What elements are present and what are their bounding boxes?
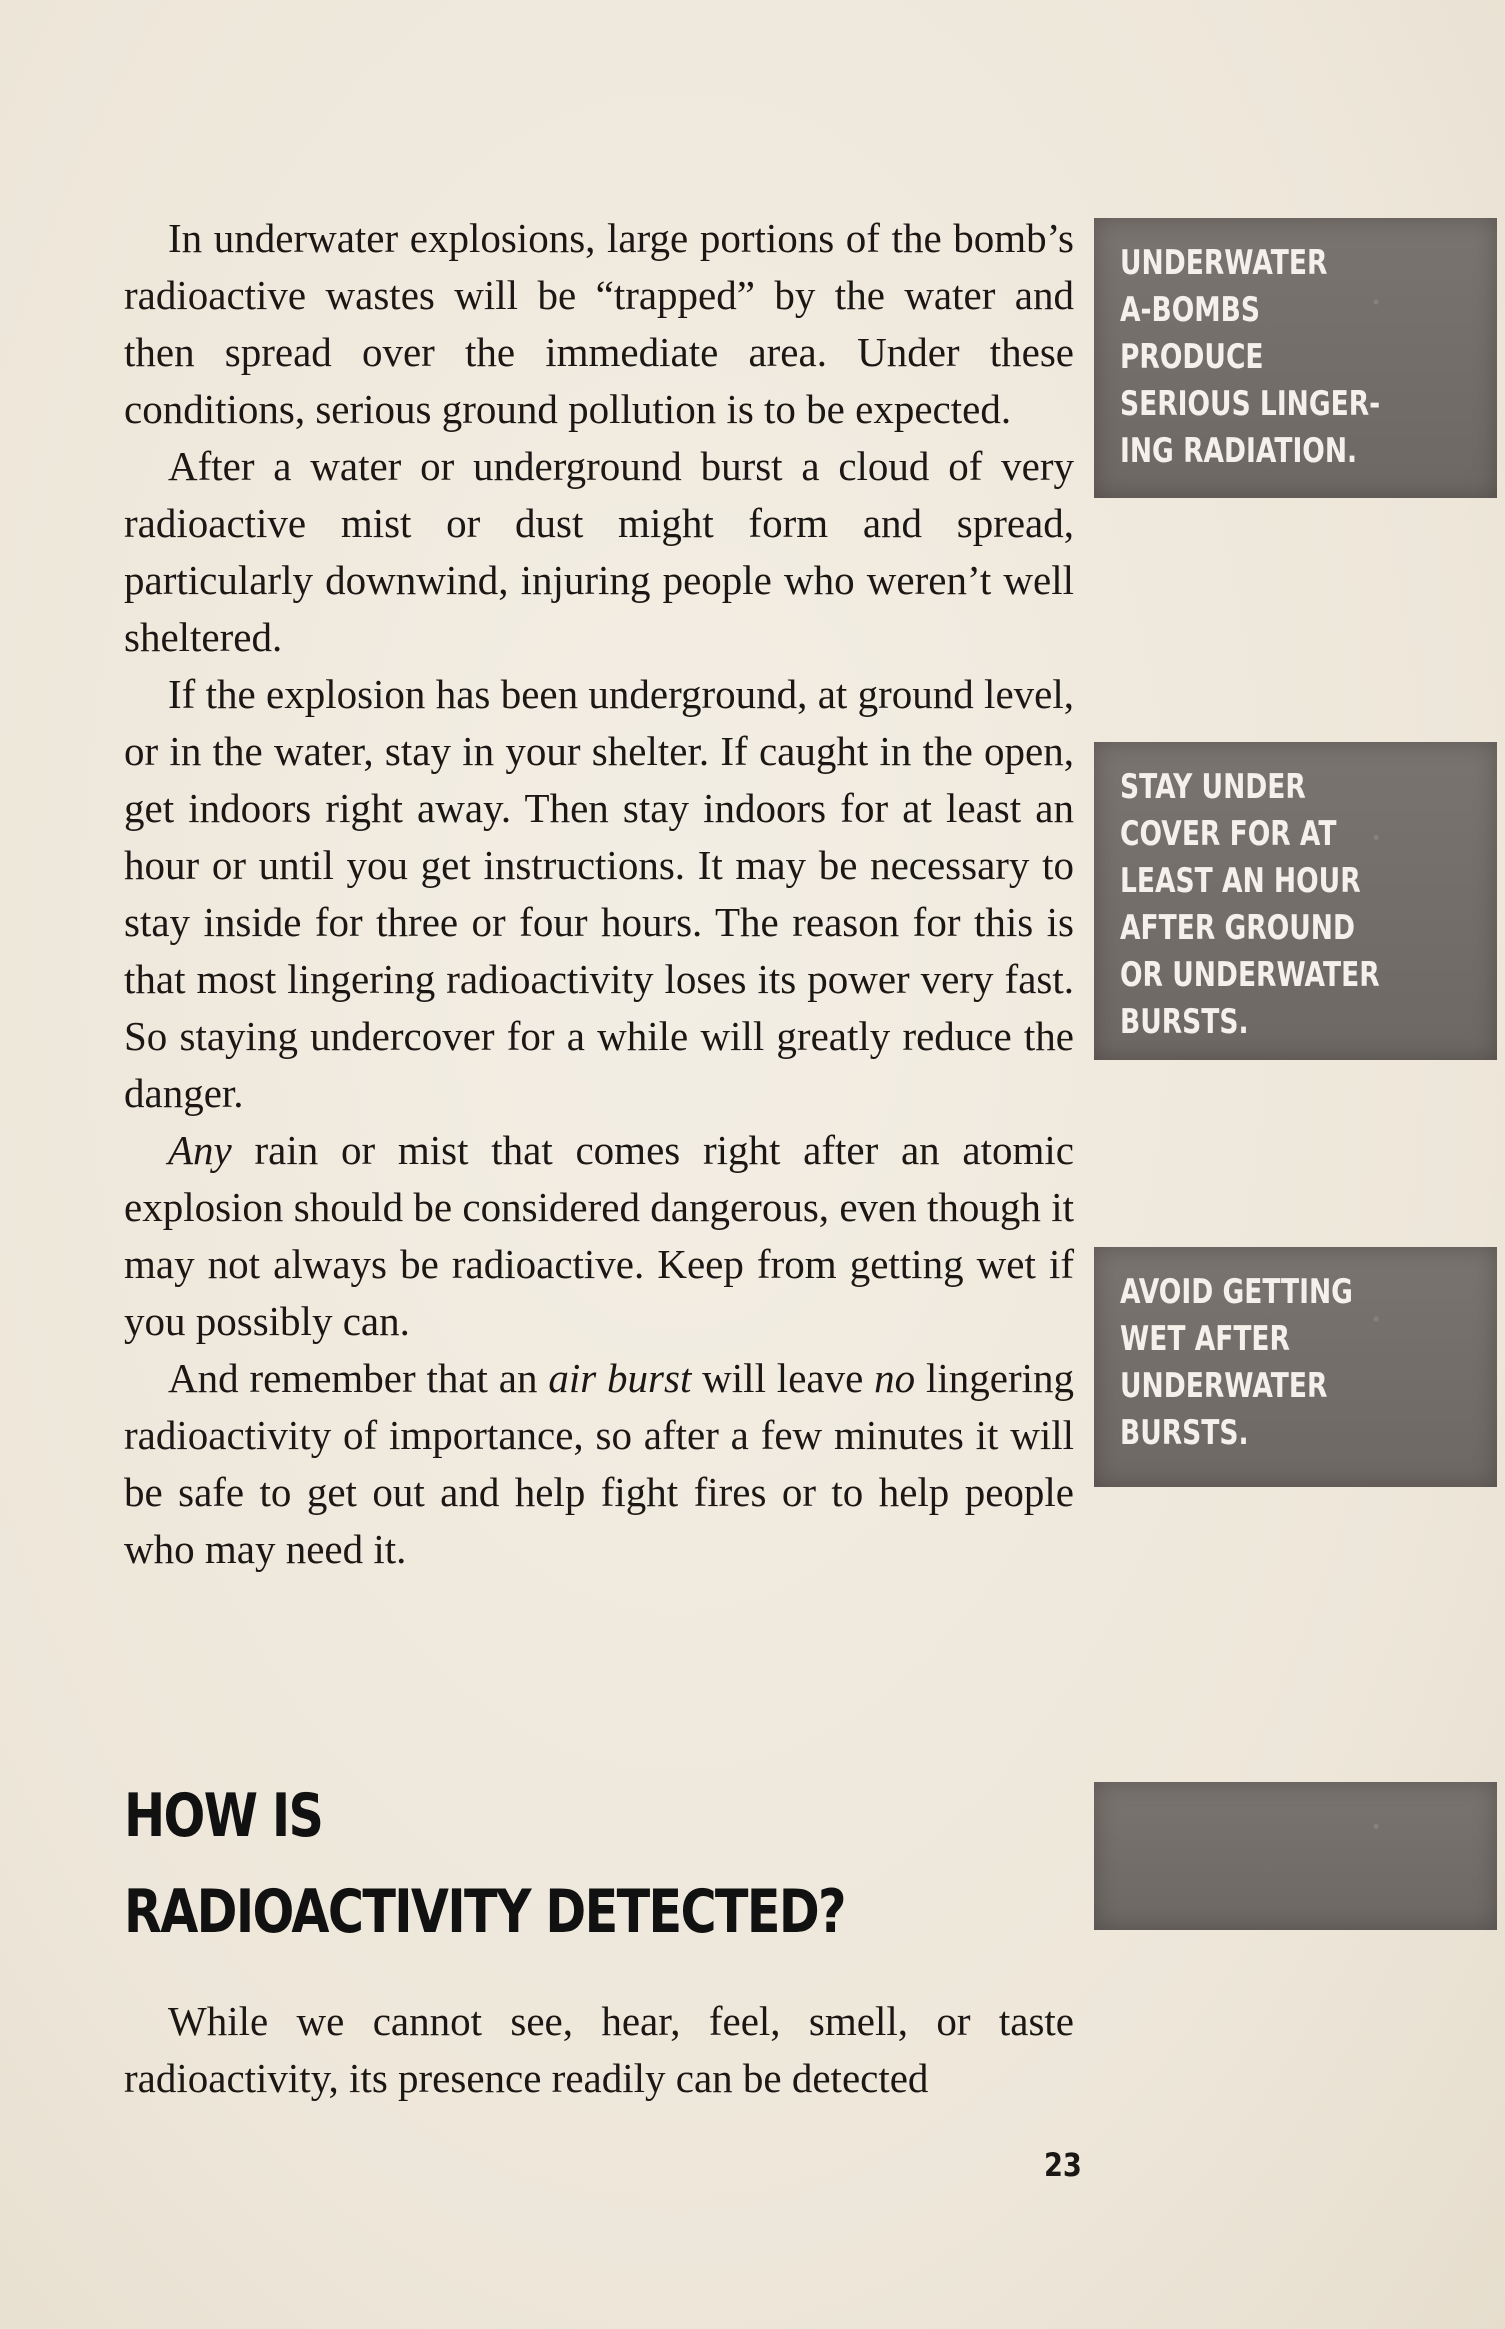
- sidebar-line: ING RADIATION.: [1120, 431, 1358, 471]
- sidebar-box-underwater-radiation: [1094, 218, 1497, 498]
- sidebar-line: A-BOMBS: [1120, 290, 1260, 330]
- sidebar-line: LEAST AN HOUR: [1120, 861, 1361, 901]
- sidebar-line: UNDERWATER: [1120, 1366, 1328, 1406]
- paragraph-detection: While we cannot see, hear, feel, smell, or taste radioactivity, its presence readily can be detected: [124, 1998, 1074, 2101]
- sidebar-line: COVER FOR AT: [1120, 814, 1337, 854]
- section-heading: [124, 1768, 845, 1960]
- sidebar-label: [1120, 240, 1380, 475]
- paragraph-stay-in-shelter: If the explosion has been underground, at ground level, or in the water, stay in your shelter. If caught in the open, get indoors right away. Then stay indoors for at least an hour or until you get instructions. It may be necessary to stay inside for three or four hours. The reason for this is that most lingering radioactivity loses its power very fast. So staying undercover for a while will greatly reduce the danger.: [124, 671, 1074, 1116]
- paragraph-rain-or-mist-text: rain or mist that comes right after an atomic explosion should be considered dangerous, even though it may not always be radioactive. Keep from getting wet if you possibly can.: [124, 1127, 1074, 1344]
- sidebar-line: UNDERWATER: [1120, 243, 1328, 283]
- paragraph-underwater-explosions: In underwater explosions, large portions of the bomb’s radioactive wastes will be “trapped” by the water and then spread over the immediate area. Under these conditions, serious ground pollution is to be expected.: [124, 215, 1074, 432]
- sidebar-line: PRODUCE: [1120, 337, 1264, 377]
- sidebar-line: SERIOUS LINGER-: [1120, 384, 1381, 424]
- section-heading-line-2: RADIOACTIVITY DETECTED?: [124, 1877, 845, 1947]
- sidebar-line: STAY UNDER: [1120, 767, 1306, 807]
- sidebar-label: [1120, 1269, 1353, 1457]
- paragraph-rain-or-mist: [124, 1122, 1074, 1350]
- sidebar-box-stay-under-cover: [1094, 742, 1497, 1060]
- closing-text-column: [124, 1993, 1074, 2107]
- emphasis-any: Any: [168, 1127, 232, 1173]
- section-heading-line-1: HOW IS: [124, 1781, 323, 1851]
- sidebar-line: BURSTS.: [1120, 1413, 1249, 1453]
- air-burst-text-2: will leave: [691, 1355, 875, 1401]
- sidebar-line: AFTER GROUND: [1120, 908, 1355, 948]
- page-number: 23: [1044, 2146, 1082, 2184]
- sidebar-line: AVOID GETTING: [1120, 1272, 1353, 1312]
- emphasis-air-burst: air burst: [548, 1355, 692, 1401]
- paragraph-air-burst: [124, 1350, 1074, 1578]
- air-burst-text-1: And remember that an: [168, 1355, 549, 1401]
- sidebar-box-avoid-getting-wet: [1094, 1247, 1497, 1487]
- sidebar-box-empty: [1094, 1782, 1497, 1930]
- sidebar-line: WET AFTER: [1120, 1319, 1290, 1359]
- sidebar-line: BURSTS.: [1120, 1002, 1249, 1042]
- sidebar-label: [1120, 764, 1380, 1046]
- air-burst-text-3: lingering radioactivity of importance, so after a few minutes it will be safe to get out and help fight fires or to help people who may need it.: [124, 1355, 1075, 1572]
- sidebar-line: OR UNDERWATER: [1120, 955, 1380, 995]
- emphasis-no: no: [874, 1355, 916, 1401]
- main-text-column: [124, 210, 1074, 1578]
- paragraph-radioactive-cloud: After a water or underground burst a cloud of very radioactive mist or dust might form and spread, particularly downwind, injuring people who weren’t well sheltered.: [124, 443, 1074, 660]
